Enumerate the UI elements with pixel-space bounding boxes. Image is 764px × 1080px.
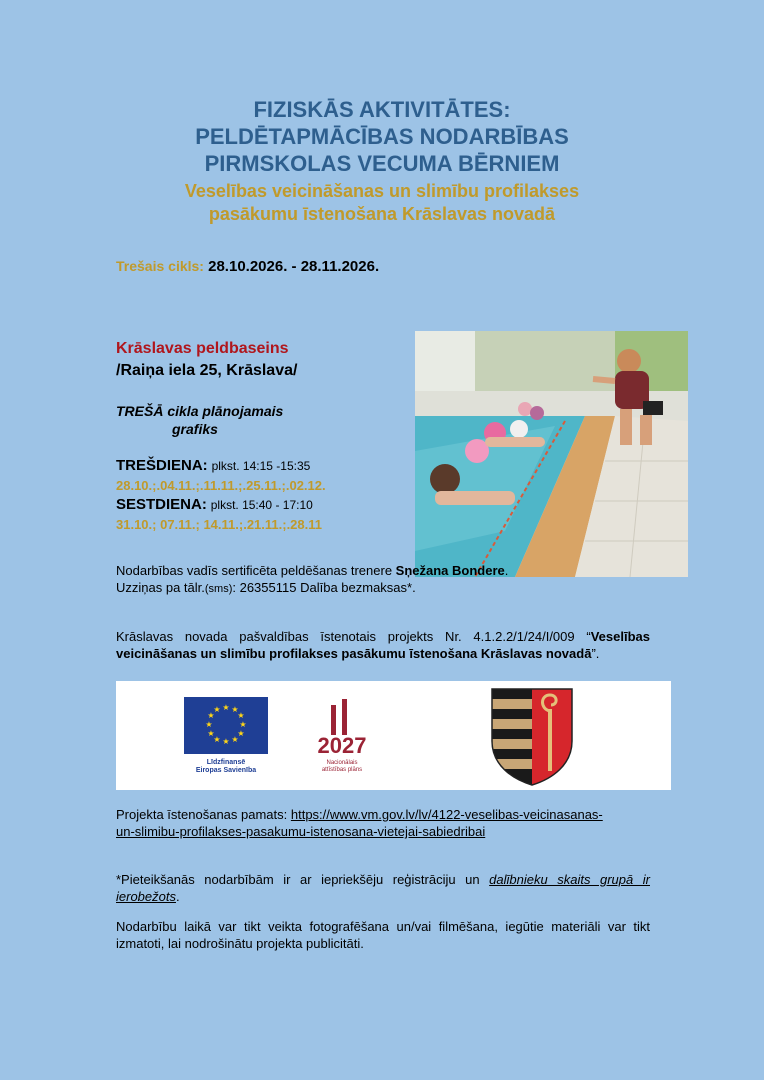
- page-title: [60, 96, 704, 177]
- svg-text:★: ★: [239, 720, 247, 729]
- location-name: Krāslavas peldbaseins: [116, 340, 289, 357]
- eu-caption-line-1: Līdzfinansē: [206, 759, 246, 766]
- schedule-day: TREŠDIENA:: [116, 457, 208, 474]
- registration-text: *Pieteikšanās nodarbībām ir ar iepriekšēju reģistrāciju un: [116, 872, 490, 887]
- title-line-2: PELDĒTAPMĀCĪBAS NODARBĪBAS: [195, 124, 569, 149]
- coat-of-arms-icon: [488, 685, 576, 787]
- schedule-heading-line-1: TREŠĀ cikla plānojamais: [116, 403, 284, 419]
- eu-caption-line-2: Eiropas Savienība: [195, 767, 257, 774]
- npa-caption: [302, 760, 382, 774]
- project-text-end: ”.: [591, 646, 600, 661]
- npa-year: 2027: [317, 733, 367, 758]
- project-info: [116, 628, 650, 662]
- svg-text:★: ★: [231, 705, 239, 714]
- swimming-lesson-photo: [415, 331, 688, 577]
- project-text: Krāslavas novada pašvaldības īstenotais projekts Nr. 4.1.2.2/1/24/I/009 “: [116, 629, 591, 644]
- contact-sms: (sms): [204, 583, 233, 595]
- coach-name: Sņežana Bondere: [395, 563, 505, 578]
- svg-text:★: ★: [207, 729, 215, 738]
- svg-text:★: ★: [213, 705, 221, 714]
- schedule-heading-line-2: grafiks: [172, 421, 218, 437]
- schedule-entry-wednesday: [116, 456, 326, 495]
- npa-logo-icon: [306, 697, 376, 737]
- project-basis-label: Projekta īstenošanas pamats:: [116, 807, 291, 822]
- schedule-heading: [116, 402, 283, 438]
- npa-caption-line-1: Nacionālais: [326, 760, 358, 766]
- svg-text:★: ★: [237, 729, 245, 738]
- schedule: [116, 456, 326, 534]
- contact-phone: : 26355115: [232, 580, 297, 595]
- schedule-time: plkst. 15:40 - 17:10: [210, 498, 313, 512]
- swimming-pool-illustration: [415, 331, 688, 577]
- participation-free: Dalība bezmaksas*.: [296, 580, 416, 595]
- coach-info: [116, 562, 650, 598]
- schedule-entry-saturday: [116, 495, 326, 534]
- schedule-dates: 31.10.; 07.11.; 14.11.;.21.11.;.28.11: [116, 517, 323, 532]
- title-line-1: FIZISKĀS AKTIVITĀTES:: [253, 97, 511, 122]
- eu-flag-icon: [184, 697, 268, 754]
- cycle-label: Trešais cikls:: [116, 258, 204, 274]
- project-basis: [116, 806, 650, 840]
- page-subtitle: [60, 180, 704, 226]
- title-line-3: PIRMSKOLAS VECUMA BĒRNIEM: [204, 151, 560, 176]
- registration-note: [116, 871, 650, 905]
- svg-text:★: ★: [205, 720, 213, 729]
- location-address: /Raiņa iela 25, Krāslava/: [116, 362, 298, 379]
- coach-text-end: .: [504, 563, 509, 578]
- svg-text:★: ★: [231, 735, 239, 744]
- photo-notice: Nodarbību laikā var tikt veikta fotografēšana un/vai filmēšana, iegūtie materiāli var tikt izmatoti, lai nodrošinātu projekta publicitāti.: [116, 919, 650, 951]
- subtitle-line-2: pasākumu īstenošana Krāslavas novadā: [208, 204, 556, 224]
- svg-text:★: ★: [222, 703, 230, 712]
- svg-text:★: ★: [207, 711, 215, 720]
- svg-text:★: ★: [237, 711, 245, 720]
- contact-label: Uzziņas pa tālr.: [116, 580, 205, 595]
- project-title: Veselības veicināšanas un slimību profilakses pasākumu īstenošana Krāslavas novadā: [116, 629, 650, 661]
- eu-caption: [184, 759, 268, 775]
- registration-emphasis: dalībnieku skaits grupā ir ierobežots: [116, 872, 650, 904]
- logo-banner: [116, 681, 671, 790]
- svg-text:★: ★: [213, 735, 221, 744]
- cycle-dates: 28.10.2026. - 28.11.2026.: [208, 258, 380, 275]
- project-basis-url-1: https://www.vm.gov.lv/lv/4122-veselibas-veicinasanas-: [290, 807, 603, 822]
- schedule-day: SESTDIENA:: [116, 496, 207, 513]
- svg-text:★: ★: [222, 737, 230, 746]
- coach-text: Nodarbības vadīs sertificēta peldēšanas trenere: [116, 563, 396, 578]
- npa-caption-line-2: attīstības plāns: [321, 767, 363, 773]
- cycle-info: [116, 258, 379, 275]
- schedule-dates: 28.10.;.04.11.;.11.11.;.25.11.;.02.12.: [116, 478, 326, 493]
- registration-end: .: [175, 889, 180, 904]
- subtitle-line-1: Veselības veicināšanas un slimību profilakses: [184, 181, 580, 201]
- project-basis-url-2: un-slimibu-profilakses-pasakumu-istenosana-vietejai-sabiedribai: [116, 824, 486, 839]
- schedule-time: plkst. 14:15 -15:35: [211, 459, 311, 473]
